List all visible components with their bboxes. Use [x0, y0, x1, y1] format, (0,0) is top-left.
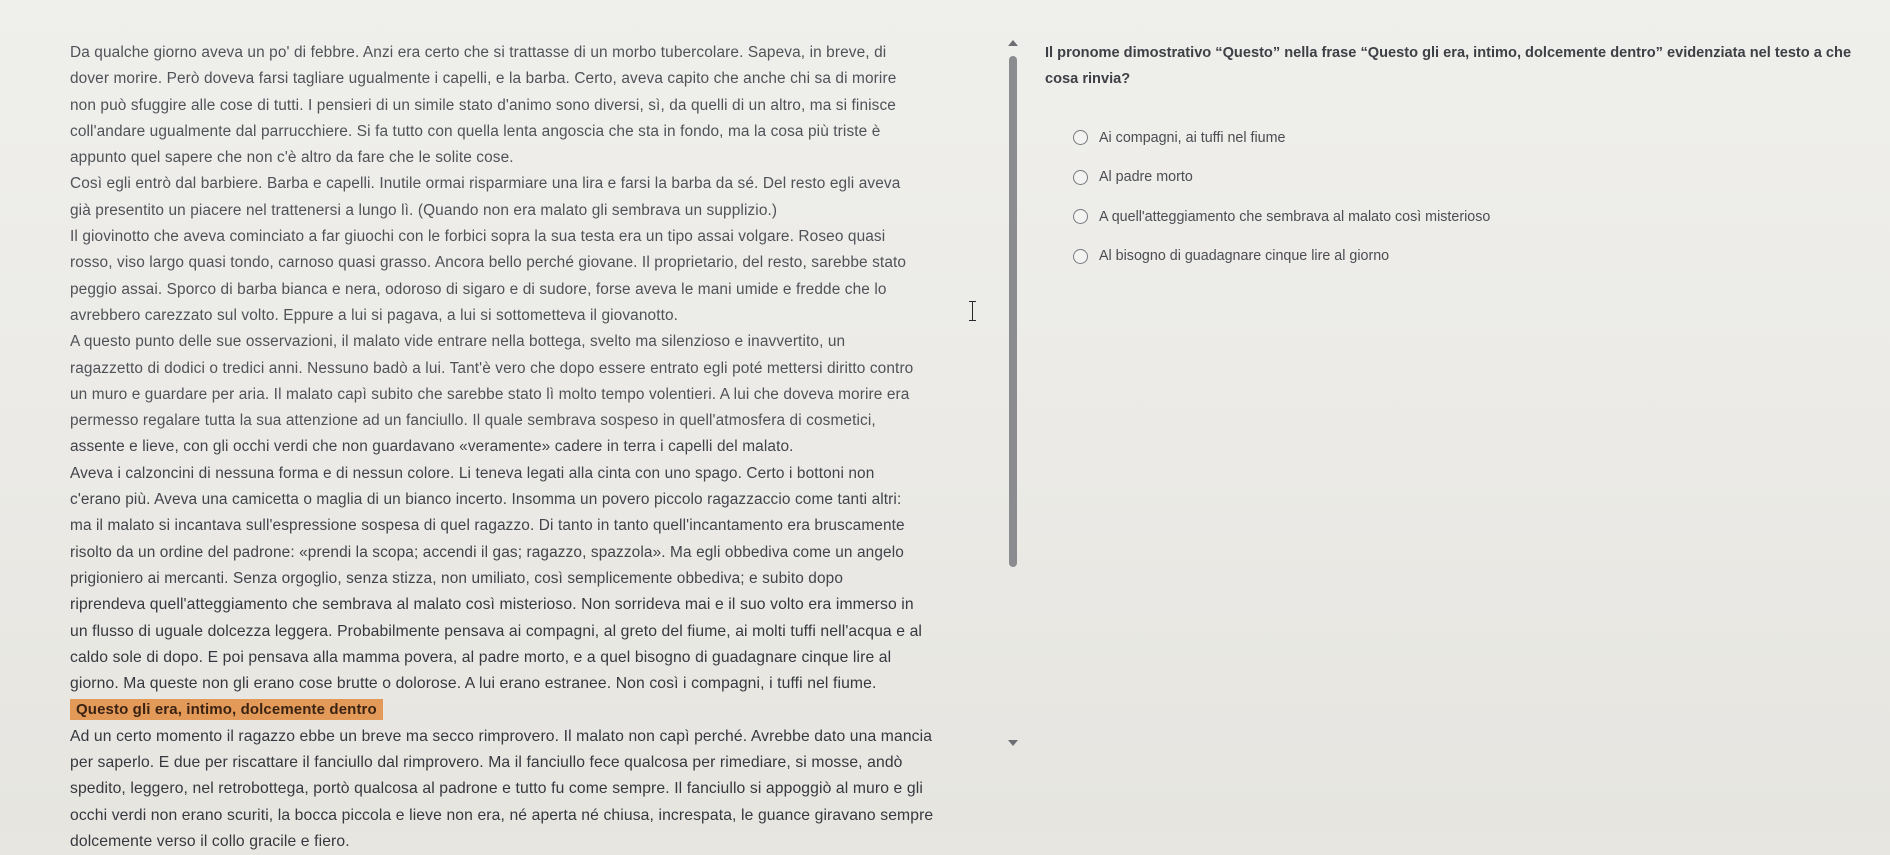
passage-line: permesso regalare tutta la sua attenzione ad un fanciullo. Il quale sembrava sospeso in quell'atmosfera di cosmetici, — [70, 412, 876, 430]
passage-line: riprendeva quell'atteggiamento che sembrava al malato così misterioso. Non sorrideva mai e il suo volto era immerso in — [70, 596, 914, 614]
passage-line: coll'andare ugualmente dal parrucchiere. Si fa tutto con quella lenta angoscia che sta in fondo, ma la cosa più triste è — [70, 122, 881, 140]
passage-line: caldo sole di dopo. E poi pensava alla mamma povera, al padre morto, e a quel bisogno di guadagnare cinque lire al — [70, 648, 892, 666]
passage-line: Il giovinotto che aveva cominciato a far giuochi con le forbici sopra la sua testa era un tipo assai volgare. Roseo quasi — [70, 228, 886, 246]
passage-line: peggio assai. Sporco di barba bianca e nera, odoroso di sigaro e di sudore, forse aveva le mani umide e fredde che lo — [70, 280, 887, 298]
passage-line: rosso, viso largo quasi tondo, carnoso quasi grasso. Ancora bello perché giovane. Il proprietario, del resto, sarebbe stato — [70, 254, 907, 272]
answer-option[interactable] — [1073, 241, 1490, 272]
passage-line: Aveva i calzoncini di nessuna forma e di nessun colore. Li teneva legati alla cinta con uno spago. Certo i bottoni non — [70, 464, 875, 482]
passage-line: per saperlo. E due per riscattare il fanciullo dal rimprovero. Ma il fanciullo fece qualcosa per rimediare, si mosse, andò — [70, 754, 903, 772]
passage-line: già presentito un piacere nel trattenersi a lungo lì. (Quando non era malato gli sembrava un supplizio.) — [70, 201, 778, 219]
question-panel — [1045, 40, 1890, 800]
passage-line: Così egli entrò dal barbiere. Barba e capelli. Inutile ormai risparmiare una lira e farsi la barba da sé. Del resto egli aveva — [70, 175, 901, 193]
answer-options — [1073, 122, 1490, 280]
passage-line: un flusso di uguale dolcezza leggera. Probabilmente pensava ai compagni, al greto del fiume, ai molti tuffi nell'acqua e al — [70, 622, 923, 640]
radio-button[interactable] — [1073, 249, 1088, 264]
passage-line: occhi verdi non erano scuriti, la bocca piccola e lieve non era, né aperta né chiusa, increspata, le guance giravano sempre — [70, 806, 934, 824]
answer-option-label: Al bisogno di guadagnare cinque lire al giorno — [1099, 248, 1390, 264]
passage-line: un muro e guardare per aria. Il malato capì subito che sarebbe stato lì molto tempo volentieri. A lui che doveva morire era — [70, 385, 910, 403]
answer-option-label: Al padre morto — [1099, 169, 1193, 185]
passage-line: A questo punto delle sue osservazioni, il malato vide entrare nella bottega, svelto ma silenzioso e inavvertito, un — [70, 333, 846, 351]
passage-line: ragazzetto di dodici o tredici anni. Nessuno badò a lui. Tant'è vero che dopo essere entrato egli poté mettersi diritto contro — [70, 359, 914, 377]
radio-button[interactable] — [1073, 170, 1088, 185]
answer-option[interactable] — [1073, 201, 1490, 232]
scroll-thumb[interactable] — [1009, 56, 1017, 567]
answer-option-label: A quell'atteggiamento che sembrava al malato così misterioso — [1099, 208, 1491, 225]
answer-option-label: Ai compagni, ai tuffi nel fiume — [1099, 129, 1286, 146]
passage-line: assente e lieve, con gli occhi verdi che non guardavano «veramente» cadere in terra i capelli del malato. — [70, 438, 794, 456]
passage-line: non può sfuggire alle cose di tutti. I pensieri di un simile stato d'animo sono diversi, sì, da quelli di un altro, ma si finisce — [70, 96, 896, 114]
highlighted-sentence: Questo gli era, intimo, dolcemente dentro — [70, 699, 383, 720]
scroll-down-icon[interactable] — [1008, 740, 1018, 746]
passage-line: giorno. Ma queste non gli erano cose brutte o dolorose. A lui erano estranee. Non così i compagni, i tuffi nel fiume. — [70, 675, 877, 693]
passage-line: prigioniero ai mercanti. Senza orgoglio, senza stizza, non umiliato, così semplicemente obbediva; e subito dopo — [70, 569, 844, 587]
passage-line: ma il malato si incantava sull'espressione sospesa di quel ragazzo. Di tanto in tanto quell'incantamento era bruscamente — [70, 517, 905, 535]
passage-line: dolcemente verso il collo gracile e fiero. — [70, 832, 350, 850]
passage-line: dover morire. Però doveva farsi tagliare ugualmente i capelli, e la barba. Certo, aveva capito che anche chi sa di morire — [70, 70, 897, 88]
passage-scrollbar[interactable] — [1007, 40, 1021, 750]
passage-line: c'erano più. Aveva una camicetta o maglia di un bianco incerto. Insomma un povero piccolo ragazzaccio come tanti altri: — [70, 491, 902, 509]
passage-line: avrebbero carezzato sul volto. Eppure a lui si pagava, a lui si sottometteva il giovanotto. — [70, 306, 679, 324]
radio-button[interactable] — [1073, 209, 1088, 224]
passage-line: risolto da un ordine del padrone: «prendi la scopa; accendi il gas; ragazzo, spazzola». Ma egli obbediva come un angelo — [70, 543, 904, 561]
highlighted-sentence-line — [70, 697, 993, 723]
passage-line: appunto quel sapere che non c'è altro da fare che le solite cose. — [70, 149, 514, 167]
passage-line: Da qualche giorno aveva un po' di febbre. Anzi era certo che si trattasse di un morbo tubercolare. Sapeva, in breve, di — [70, 44, 887, 61]
passage-line: Ad un certo momento il ragazzo ebbe un breve ma secco rimprovero. Il malato non capì perché. Avrebbe dato una mancia — [70, 727, 933, 745]
passage-line: spedito, leggero, nel retrobottega, portò qualcosa al padrone e tutto fu come sempre. Il fanciullo si appoggiò al muro e gli — [70, 780, 923, 798]
scroll-up-icon[interactable] — [1008, 40, 1018, 46]
reading-passage[interactable] — [70, 40, 993, 850]
answer-option[interactable] — [1073, 162, 1490, 193]
question-text: Il pronome dimostrativo “Questo” nella frase “Questo gli era, intimo, dolcemente dentro” evidenziata nel testo a che cosa rinvia? — [1045, 45, 1852, 87]
radio-button[interactable] — [1073, 130, 1088, 145]
answer-option[interactable] — [1073, 122, 1490, 153]
